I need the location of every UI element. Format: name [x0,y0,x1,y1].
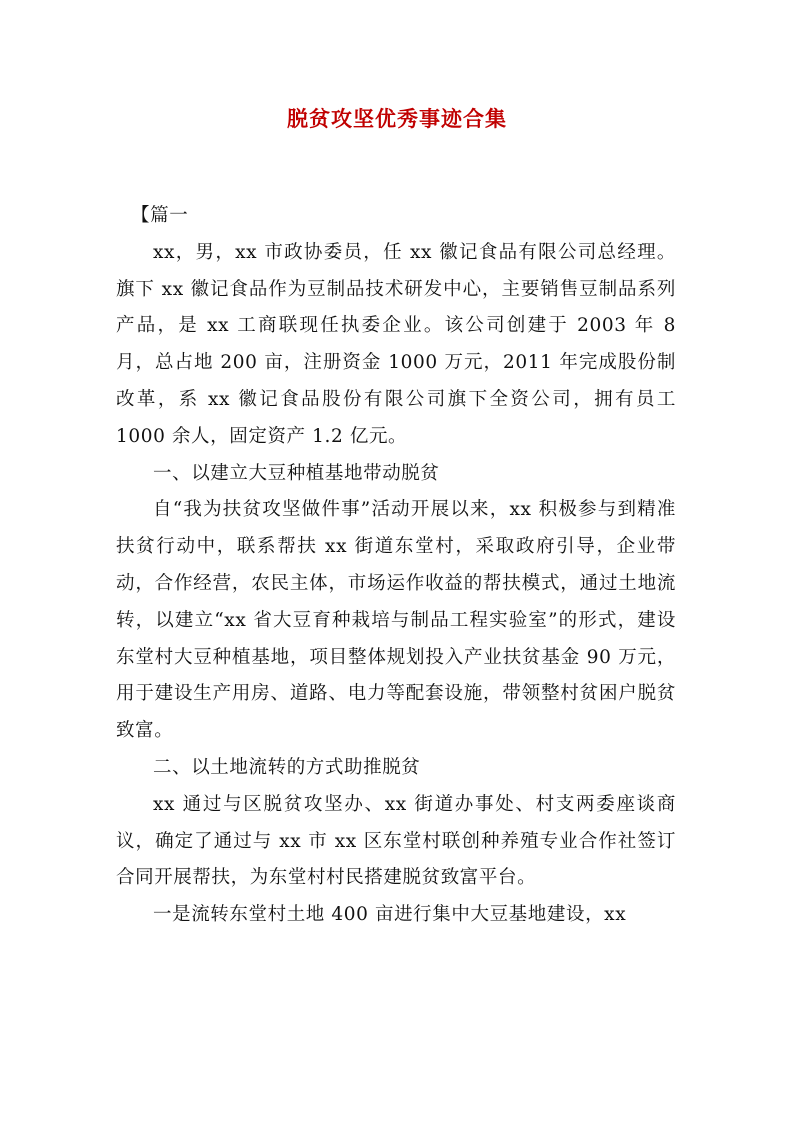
paragraph-company-intro: xx，男，xx 市政协委员，任 xx 徽记食品有限公司总经理。旗下 xx 徽记食品作为豆制品技术研发中心，主要销售豆制品系列产品，是 xx 工商联现任执委企业。该公司创建于 2003 年 8 月，总占地 200 亩，注册资金 1000 万元，2011 年完成股份制改革，系 xx 徽记食品股份有限公司旗下全资公司，拥有员工 1000 余人，固定资产 1.2 亿元。 [116,241,676,447]
document-title: 脱贫攻坚优秀事迹合集 [287,106,507,131]
subheading-soybean-base: 一、以建立大豆种植基地带动脱贫 [153,462,440,484]
paragraph-land-transfer: xx 通过与区脱贫攻坚办、xx 街道办事处、村支两委座谈商议，确定了通过与 xx 市 xx 区东堂村联创种养殖专业合作社签订合同开展帮扶，为东堂村村民搭建脱贫致富平台。 [116,793,676,889]
document-body [116,198,676,934]
paragraph-soybean-base: 自“我为扶贫攻坚做件事”活动开展以来，xx 积极参与到精准扶贫行动中，联系帮扶 xx 街道东堂村，采取政府引导，企业带动，合作经营，农民主体，市场运作收益的帮扶模式，通过土地流转，以建立“xx 省大豆育种栽培与制品工程实验室”的形式，建设东堂村大豆种植基地，项目整体规划投入产业扶贫基金 90 万元，用于建设生产用房、道路、电力等配套设施，带领整村贫困户脱贫致富。 [116,499,676,742]
paragraph-first-measure: 一是流转东堂村土地 400 亩进行集中大豆基地建设，xx [153,904,627,926]
section-heading-piece-one: 【篇一 [131,205,189,226]
subheading-land-transfer: 二、以土地流转的方式助推脱贫 [153,756,421,778]
